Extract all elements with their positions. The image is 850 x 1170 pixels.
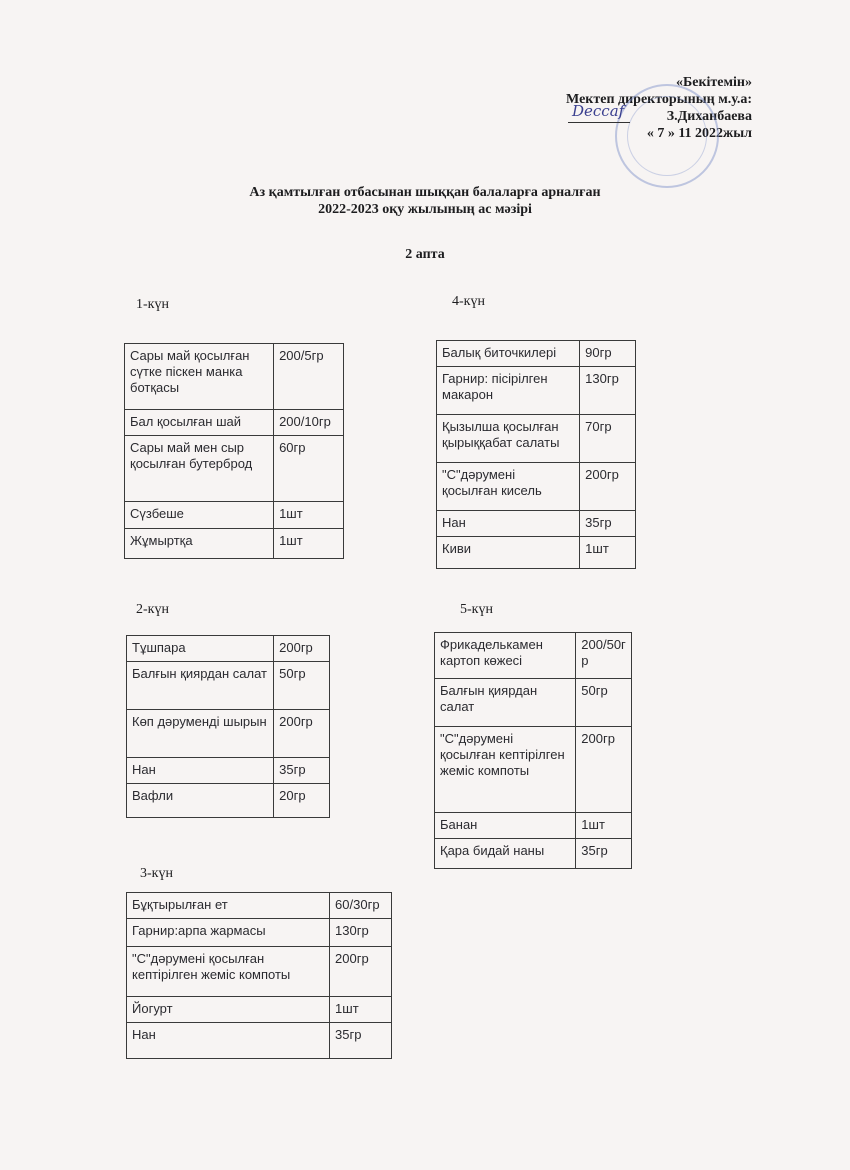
day-5-label: 5-күн bbox=[460, 602, 493, 617]
table-row bbox=[435, 839, 632, 869]
portion-cell: 200гр bbox=[274, 636, 330, 662]
dish-cell: Қызылша қосылған қырыққабат салаты bbox=[437, 415, 580, 463]
dish-cell: "С"дәрумені қосылған кисель bbox=[437, 463, 580, 511]
signature-icon: Deccaf bbox=[572, 102, 625, 120]
portion-cell: 70гр bbox=[580, 415, 636, 463]
dish-cell: Гарнир: пісірілген макарон bbox=[437, 367, 580, 415]
table-row bbox=[125, 410, 344, 436]
table-row bbox=[125, 344, 344, 410]
table-row bbox=[127, 893, 392, 919]
portion-cell: 90гр bbox=[580, 341, 636, 367]
portion-cell: 200гр bbox=[580, 463, 636, 511]
portion-cell: 130гр bbox=[330, 919, 392, 947]
dish-cell: Көп дәруменді шырын bbox=[127, 710, 274, 758]
portion-cell: 1шт bbox=[330, 997, 392, 1023]
dish-cell: Бұқтырылған ет bbox=[127, 893, 330, 919]
dish-cell: Гарнир:арпа жармасы bbox=[127, 919, 330, 947]
day-1-menu-table bbox=[124, 343, 344, 559]
table-row bbox=[435, 679, 632, 727]
dish-cell: Киви bbox=[437, 537, 580, 569]
table-row bbox=[127, 758, 330, 784]
stamp-icon bbox=[615, 84, 719, 188]
day-2-label: 2-күн bbox=[136, 602, 169, 617]
table-row bbox=[127, 662, 330, 710]
table-row bbox=[127, 997, 392, 1023]
approval-heading: «Бекітемін» bbox=[675, 75, 752, 90]
portion-cell: 1шт bbox=[274, 529, 344, 559]
table-row bbox=[437, 511, 636, 537]
dish-cell: "С"дәрумені қосылған кептірілген жеміс компоты bbox=[435, 727, 576, 813]
dish-cell: "С"дәрумені қосылған кептірілген жеміс компоты bbox=[127, 947, 330, 997]
portion-cell: 200гр bbox=[330, 947, 392, 997]
dish-cell: Нан bbox=[127, 758, 274, 784]
signature-line bbox=[568, 122, 630, 123]
table-row bbox=[435, 727, 632, 813]
portion-cell: 35гр bbox=[580, 511, 636, 537]
dish-cell: Вафли bbox=[127, 784, 274, 818]
table-row bbox=[127, 919, 392, 947]
table-row bbox=[437, 367, 636, 415]
day-5-menu-table bbox=[434, 632, 632, 869]
table-row bbox=[437, 415, 636, 463]
table-row bbox=[437, 537, 636, 569]
portion-cell: 60/30гр bbox=[330, 893, 392, 919]
dish-cell: Нан bbox=[127, 1023, 330, 1059]
portion-cell: 35гр bbox=[330, 1023, 392, 1059]
day-1-label: 1-күн bbox=[136, 297, 169, 312]
dish-cell: Балық биточкилері bbox=[437, 341, 580, 367]
dish-cell: Қара бидай наны bbox=[435, 839, 576, 869]
title-line-2: 2022-2023 оқу жылының ас мәзірі bbox=[318, 202, 532, 217]
dish-cell: Банан bbox=[435, 813, 576, 839]
portion-cell: 50гр bbox=[576, 679, 632, 727]
dish-cell: Балғын қиярдан салат bbox=[435, 679, 576, 727]
dish-cell: Йогурт bbox=[127, 997, 330, 1023]
dish-cell: Сары май қосылған сүтке піскен манка ботқасы bbox=[125, 344, 274, 410]
day-2-menu-table bbox=[126, 635, 330, 818]
portion-cell: 200/50гр bbox=[576, 633, 632, 679]
week-label: 2 апта bbox=[405, 247, 445, 262]
dish-cell: Жұмыртқа bbox=[125, 529, 274, 559]
table-row bbox=[127, 710, 330, 758]
page-title bbox=[0, 184, 850, 218]
portion-cell: 200гр bbox=[576, 727, 632, 813]
dish-cell: Сары май мен сыр қосылған бутерброд bbox=[125, 436, 274, 502]
dish-cell: Фрикаделькамен картоп көжесі bbox=[435, 633, 576, 679]
portion-cell: 20гр bbox=[274, 784, 330, 818]
portion-cell: 60гр bbox=[274, 436, 344, 502]
table-row bbox=[435, 633, 632, 679]
approval-position: Мектеп директорының м.у.а: bbox=[566, 92, 752, 107]
day-4-menu-table bbox=[436, 340, 636, 569]
table-row bbox=[437, 341, 636, 367]
table-row bbox=[127, 636, 330, 662]
portion-cell: 35гр bbox=[274, 758, 330, 784]
portion-cell: 200/10гр bbox=[274, 410, 344, 436]
dish-cell: Тұшпара bbox=[127, 636, 274, 662]
day-3-label: 3-күн bbox=[140, 866, 173, 881]
table-row bbox=[125, 502, 344, 529]
table-row bbox=[437, 463, 636, 511]
dish-cell: Балғын қиярдан салат bbox=[127, 662, 274, 710]
dish-cell: Сүзбеше bbox=[125, 502, 274, 529]
table-row bbox=[125, 529, 344, 559]
portion-cell: 200/5гр bbox=[274, 344, 344, 410]
approval-date: « 7 » 11 2022жыл bbox=[646, 126, 752, 141]
table-row bbox=[127, 784, 330, 818]
dish-cell: Нан bbox=[437, 511, 580, 537]
portion-cell: 1шт bbox=[274, 502, 344, 529]
portion-cell: 35гр bbox=[576, 839, 632, 869]
table-row bbox=[127, 947, 392, 997]
portion-cell: 50гр bbox=[274, 662, 330, 710]
portion-cell: 1шт bbox=[580, 537, 636, 569]
dish-cell: Бал қосылған шай bbox=[125, 410, 274, 436]
table-row bbox=[125, 436, 344, 502]
portion-cell: 1шт bbox=[576, 813, 632, 839]
day-4-label: 4-күн bbox=[452, 294, 485, 309]
portion-cell: 130гр bbox=[580, 367, 636, 415]
approval-name: З.Диханбаева bbox=[666, 109, 752, 124]
table-row bbox=[127, 1023, 392, 1059]
table-row bbox=[435, 813, 632, 839]
portion-cell: 200гр bbox=[274, 710, 330, 758]
day-3-menu-table bbox=[126, 892, 392, 1059]
title-line-1: Аз қамтылған отбасынан шыққан балаларға арналған bbox=[249, 185, 601, 200]
